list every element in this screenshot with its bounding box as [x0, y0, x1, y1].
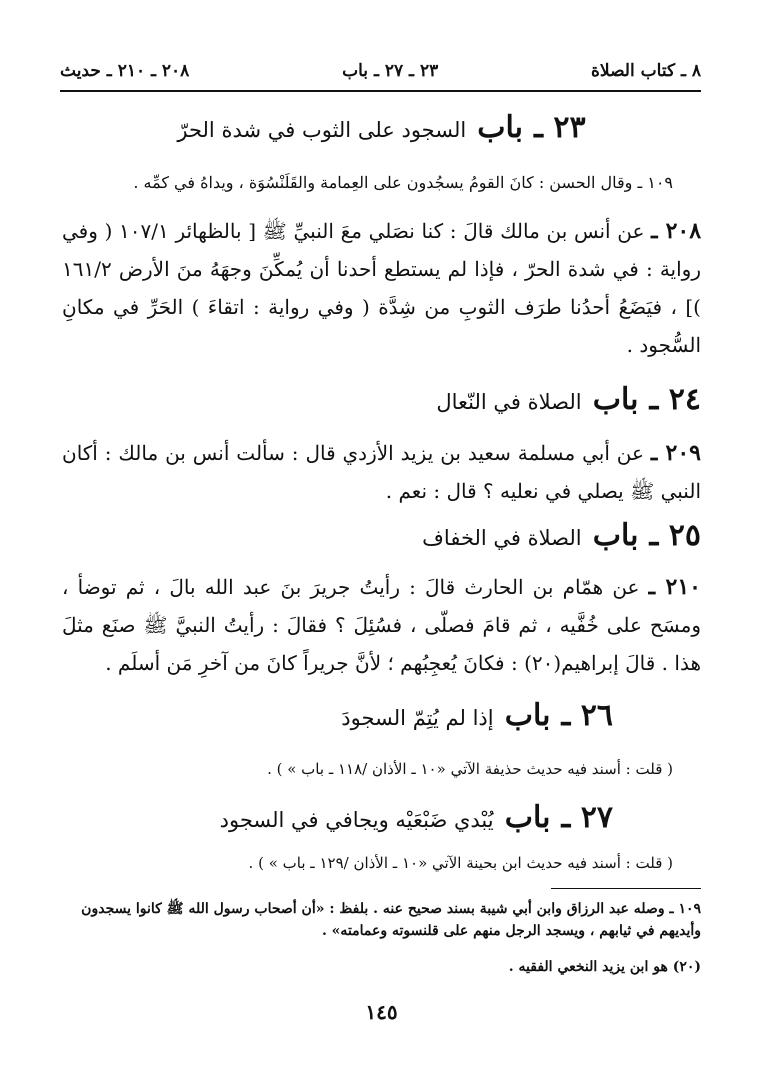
section-bab: باب: [504, 698, 551, 733]
section-number: ٢٧ ـ: [561, 800, 613, 835]
footnote-109: ١٠٩ ـ وصله عبد الرزاق وابن أبي شيبة بسند صحيح عنه . بلفظ : «أن أصحاب رسول الله ﷺ كانوا يسجدون وأيديهم في ثيابهم ، ويسجد الرجل منهم على قلنسوته وعمامته» .: [81, 901, 701, 939]
section-title: الصلاة في الخفاف: [422, 526, 582, 550]
section-bab: باب: [592, 382, 639, 417]
footnote-divider: [551, 888, 701, 889]
note-section-27: ( قلت : أسند فيه حديث ابن بحينة الآتي «١٠ ـ الأذان /١٢٩ ـ باب » ) .: [248, 854, 673, 872]
header-chapter: ٨ ـ كتاب الصلاة: [591, 61, 701, 81]
hadith-text: عن أبي مسلمة سعيد بن يزيد الأزدي قال : سألت أنس بن مالك : أكان النبي ﷺ يصلي في نعليه ؟ قال : نعم .: [62, 441, 701, 503]
section-title: السجود على الثوب في شدة الحرّ: [177, 118, 467, 142]
section-heading-27: [62, 800, 613, 835]
hadith-text: عن همّام بن الحارث قالَ : رأيتُ جريرَ بنَ عبد الله بالَ ، ثم توضأ ، ومسَح على خُفَّيه ، ثم قامَ فصلّى ، فسُئِلَ ؟ فقالَ : رأيتُ النبيَّ ﷺ صنَع مثلَ هذا . قالَ إبراهيم(٢٠) : فكانَ يُعجِبُهم ؛ لأنَّ جريراً كانَ من آخرِ مَن أسلَم .: [62, 575, 701, 675]
section-heading-25: [62, 518, 701, 553]
header-hadith-range: ٢٠٨ ـ ٢١٠ ـ حديث: [60, 61, 190, 81]
section-number: ٢٥ ـ: [649, 518, 701, 553]
note-section-26: ( قلت : أسند فيه حديث حذيفة الآتي «١٠ ـ الأذان /١١٨ ـ باب » ) .: [267, 760, 673, 778]
header-divider: [60, 90, 701, 92]
hadith-number: ٢٠٩ ـ: [650, 440, 701, 466]
section-number: ٢٤ ـ: [649, 382, 701, 417]
section-bab: باب: [592, 518, 639, 553]
header-chapters-range: ٢٣ ـ ٢٧ ـ باب: [342, 61, 439, 81]
athar-109: ١٠٩ ـ وقال الحسن : كانَ القومُ يسجُدون على العِمامة والقَلَنْسُوَة ، ويداهُ في كمِّه .: [133, 173, 673, 192]
hadith-208: [62, 212, 701, 372]
section-title: الصلاة في النّعال: [436, 390, 582, 414]
section-bab: باب: [477, 110, 524, 145]
section-title: يُبْدي ضَبْعَيْه ويجافي في السجود: [219, 808, 494, 832]
hadith-209: [62, 434, 701, 510]
section-bab: باب: [504, 800, 551, 835]
running-header: [60, 56, 701, 86]
footnote-20: (٢٠) هو ابن يزيد النخعي الفقيه .: [508, 959, 701, 975]
section-title: إذا لم يُتِمّ السجودَ: [341, 706, 494, 730]
section-number: ٢٦ ـ: [561, 698, 613, 733]
hadith-number: ٢١٠ ـ: [648, 574, 701, 600]
hadith-text: عن أنس بن مالك قالَ : كنا نصَلي معَ النبيِّ ﷺ [ بالظهائر ١٠٧/١ ( وفي رواية : في شدة الحرّ ، فإذا لم يستطع أحدنا أن يُمكِّنَ وجهَهُ منَ الأرض ١٦١/٢ )] ، فيَضَعُ أحدُنا طرَف الثوبِ من شِدَّة ( وفي رواية : اتقاءَ ) الحَرِّ في مكانِ السُّجود .: [62, 219, 701, 357]
hadith-number: ٢٠٨ ـ: [651, 218, 702, 244]
section-number: ٢٣ ـ: [534, 110, 586, 145]
hadith-210: [62, 568, 701, 682]
section-heading-24: [62, 382, 701, 417]
section-heading-23: [62, 110, 701, 145]
section-heading-26: [62, 698, 613, 733]
page-number: ١٤٥: [365, 1000, 398, 1024]
